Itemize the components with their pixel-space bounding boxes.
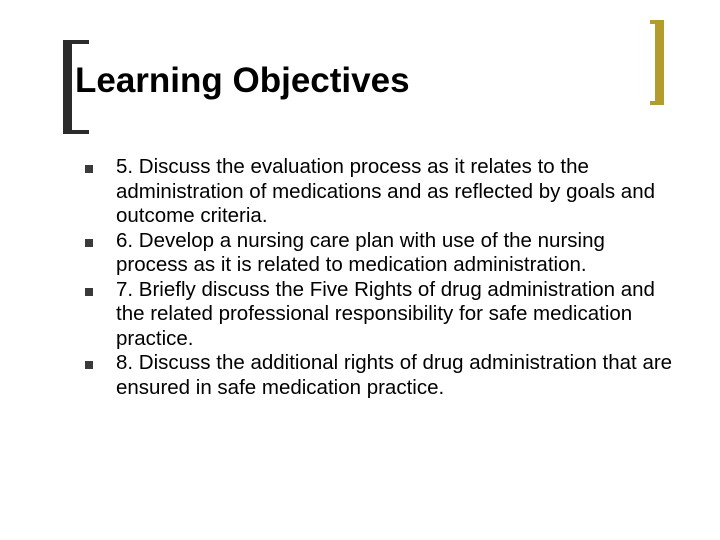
left-bracket-bottom [63, 130, 89, 134]
objectives-list [80, 155, 680, 400]
right-bracket-bar [655, 20, 664, 105]
slide-title: Learning Objectives [75, 61, 410, 100]
objective-text: 5. Discuss the evaluation process as it relates to the administration of medications and as reflected by goals and outcome criteria. [116, 155, 656, 227]
objective-item [80, 278, 680, 352]
objective-text: 6. Develop a nursing care plan with use of the nursing process as it is related to medication administration. [116, 228, 605, 276]
objective-item [80, 351, 680, 400]
square-bullet-icon [85, 361, 93, 369]
objective-item [80, 155, 680, 229]
square-bullet-icon [85, 288, 93, 296]
objective-text: 7. Briefly discuss the Five Rights of drug administration and the related professional responsibility for safe medication practice. [116, 277, 655, 350]
objective-text: 8. Discuss the additional rights of drug administration that are ensured in safe medication practice. [116, 351, 673, 399]
square-bullet-icon [85, 239, 93, 247]
right-bracket-top [650, 20, 664, 24]
right-bracket-bottom [650, 101, 664, 105]
square-bullet-icon [85, 165, 93, 173]
left-bracket-bar [63, 40, 72, 134]
left-bracket-top [63, 40, 89, 44]
objective-item [80, 229, 680, 278]
